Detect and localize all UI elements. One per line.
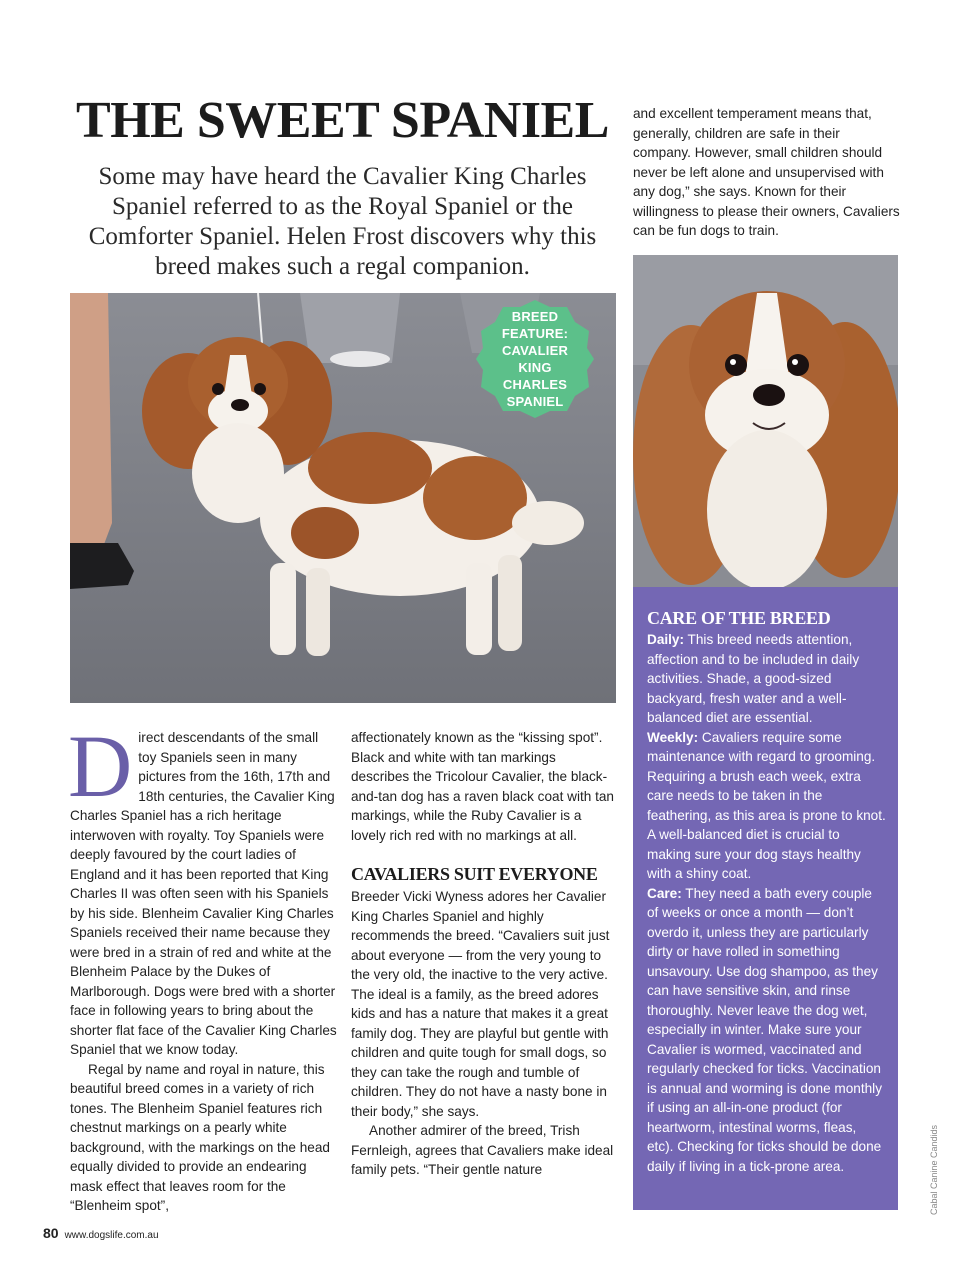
care-sidebar	[633, 587, 898, 1210]
daily-text: This breed needs attention, affection and to be included in daily activities. Shade, a good-sized backyard, fresh water and a well-balanced diet are essential.	[647, 632, 860, 725]
kissing-spot-paragraph: affectionately known as the “kissing spot”. Black and white with tan markings describes the Tricolour Cavalier, the black-and-tan dog has a raven black coat with tan markings, while the Ruby Cavalier is a lovely rich red with no markings at all.	[351, 730, 614, 843]
weekly-text: Cavaliers require some maintenance with regard to grooming. Requiring a brush each week, extra care needs to be taken in the feathering, as this area is prone to knot. A well-balanced diet is crucial to making sure your dog stays healthy with a shiny coat.	[647, 729, 886, 881]
footer-url[interactable]: www.dogslife.com.au	[64, 1230, 159, 1241]
subheading: CAVALIERS SUIT EVERYONE	[351, 864, 598, 884]
page-footer	[43, 1225, 159, 1241]
breed-feature-badge	[474, 298, 596, 420]
article-column-2	[351, 728, 617, 1180]
standfirst: Some may have heard the Cavalier King Charles Spaniel referred to as the Royal Spaniel or the Comforter Spaniel. Helen Frost discovers why this breed makes such a regal companion.	[88, 163, 597, 280]
photo-credit: Cabal Canine Candids	[929, 1124, 939, 1215]
drop-cap: D	[68, 718, 133, 816]
intro-paragraph	[68, 718, 338, 1060]
care-text: They need a bath every couple of weeks or once a month — don’t overdo it, unless they are particularly dirty or have rolled in something unsavoury. Use dog shampoo, as they can have sensitive skin, and rinse thoroughly. Never leave the dog wet, especially in winter. Make sure your Cavalier is wormed, vaccinated and regularly checked for ticks. Vaccination is annual and worming is done monthly if using an all-in-one product (for heartworm, intestinal worms, fleas, etc). Checking for ticks should be done daily if living in a tick-prone area.	[647, 885, 883, 1174]
colours-paragraph: Regal by name and royal in nature, this beautiful breed comes in a variety of rich tones. The Blenheim Spaniel features rich chestnut markings on a pearly white background, with the markings on the head equally divided to provide an endearing mask effect that leaves room for the “Blenheim spot”,	[70, 1061, 330, 1213]
daily-label: Daily:	[647, 632, 685, 647]
weekly-label: Weekly:	[647, 729, 699, 745]
admirer-paragraph: Another admirer of the breed, Trish Fernleigh, agrees that Cavaliers make ideal family pets. “Their gentle nature	[351, 1123, 614, 1177]
article-column-3	[633, 104, 901, 241]
care-title: CARE OF THE BREED	[647, 608, 831, 628]
badge-text: BREED FEATURE: CAVALIER KING CHARLES SPANIEL	[501, 309, 569, 409]
care-body	[647, 630, 886, 1176]
care-label: Care:	[647, 885, 682, 901]
dog-portrait-photo	[633, 255, 898, 587]
temperament-paragraph: and excellent temperament means that, generally, children are safe in their company. However, small children should never be left alone and unsupervised with any dog,” she says. Known for their willingness to please their owners, Cavaliers can be fun dogs to train.	[633, 106, 900, 238]
headline: THE SWEET SPANIEL	[76, 92, 609, 149]
intro-text: irect descendants of the small toy Spaniels seen in many pictures from the 16th, 17th and 18th centuries, the Cavalier King Charles Spaniel has a rich heritage interwoven with royalty. Toy Spaniels were deeply favoured by the court ladies of England and it has been reported that King Charles II was often seen with his Spaniels by his side. Blenheim Cavalier King Charles Spaniels received their name because they were bred in a strain of red and white at the Blenheim Palace by the Dukes of Marlborough. Dogs were bred with a shorter face in following years to bring about the shorter flat face of the Cavalier King Charles Spaniel that we know today.	[70, 730, 337, 1057]
breeder-paragraph: Breeder Vicki Wyness adores her Cavalier King Charles Spaniel and highly recommends the breed. “Cavaliers suit just about everyone — from the very young to the very old, the inactive to the very active. The ideal is a family, as the breed adores kids and has a nature that makes it a great family dog. They are playful but gentle with children and quite tough for small dogs, so they can take the rough and tumble of children. They do not have a nasty bone in their body,” she says.	[351, 889, 610, 1119]
article-column-1	[68, 718, 338, 1216]
page-number: 80	[43, 1225, 59, 1241]
